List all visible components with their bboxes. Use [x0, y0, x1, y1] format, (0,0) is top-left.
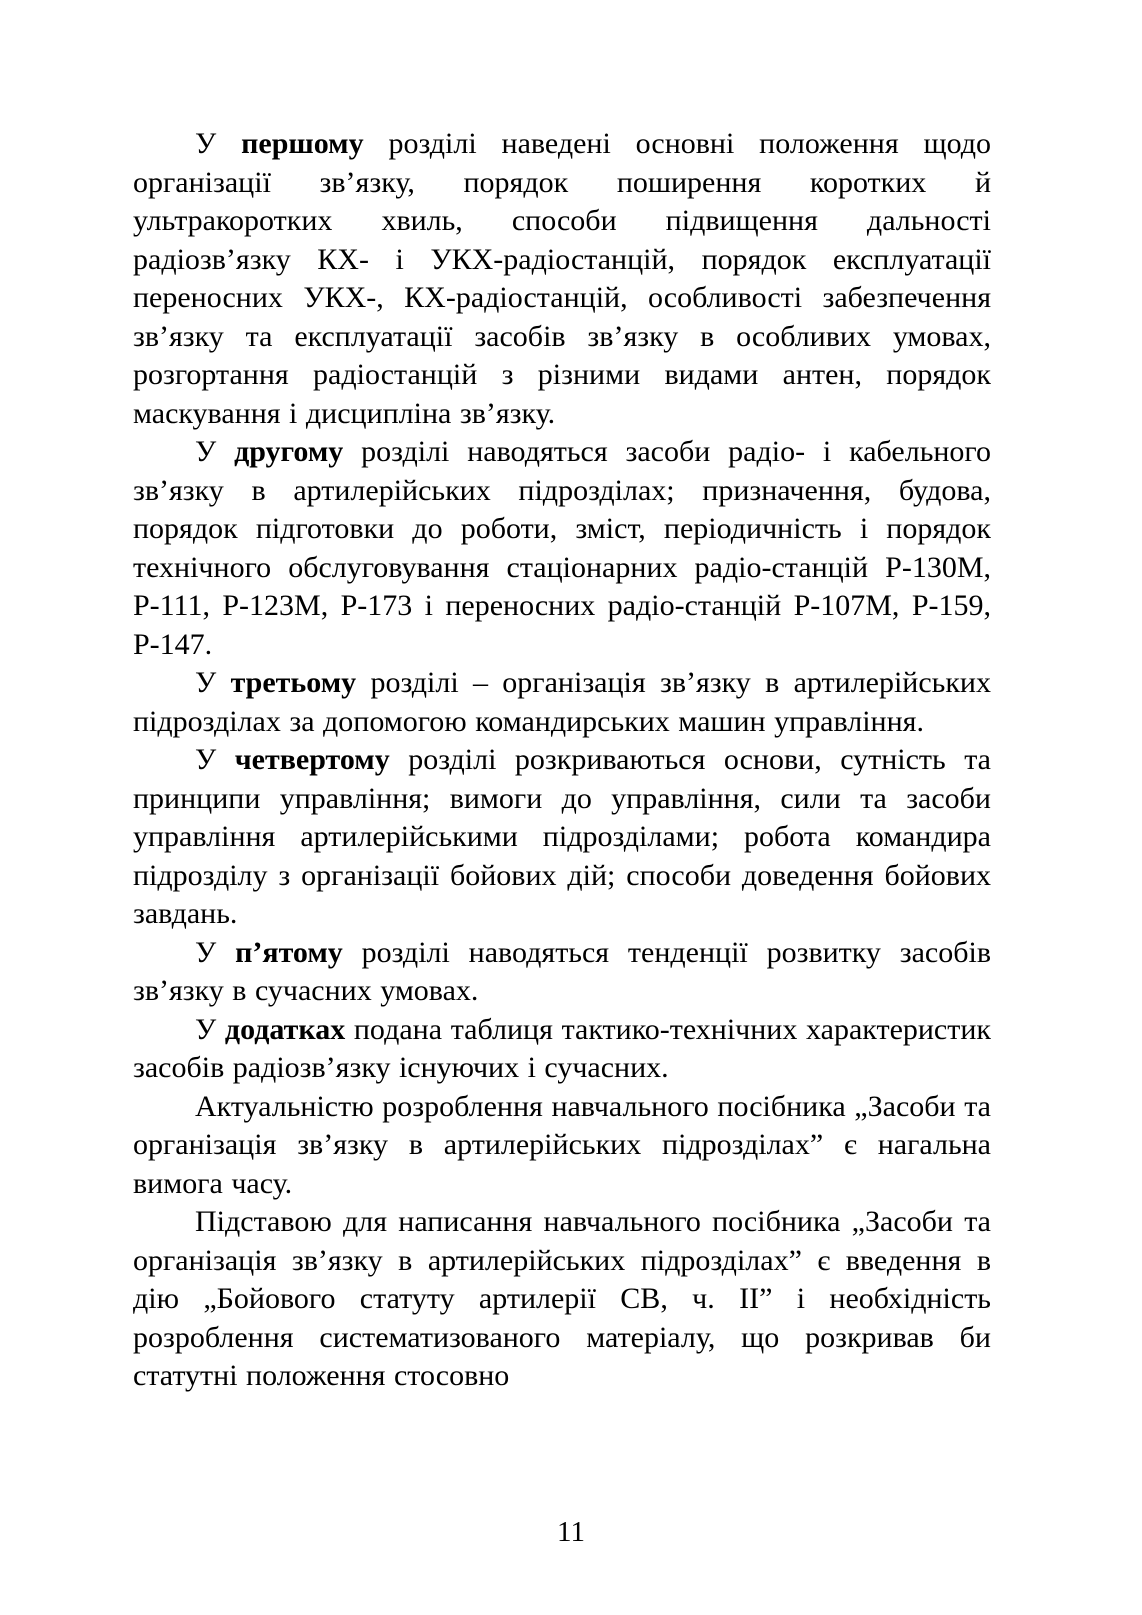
- paragraph-text: У: [195, 743, 235, 776]
- text-block: [133, 125, 991, 1396]
- paragraph-text: У: [195, 435, 235, 468]
- paragraph-text: У: [195, 935, 236, 969]
- bold-chapter-word: третьому: [230, 666, 357, 699]
- paragraph: [133, 664, 991, 741]
- bold-chapter-word: четвертому: [234, 743, 390, 776]
- paragraph: [133, 1011, 991, 1088]
- paragraph: [133, 1088, 991, 1204]
- paragraph: [133, 1203, 991, 1396]
- bold-chapter-word: першому: [241, 127, 364, 160]
- paragraph-text: розділі наводяться засоби радіо- і кабельного зв’язку в артилерійських підрозділах; призначення, будова, порядок підготовки до роботи, зміст, періодичність і порядок технічного обслуговування стаціонарних радіо-станцій Р-130М, Р-111, Р-123М, Р-173 і переносних радіо-станцій Р-107М, Р-159, Р-147.: [133, 435, 991, 661]
- page-number: 11: [557, 1516, 585, 1548]
- bold-chapter-word: додатках: [224, 1012, 346, 1046]
- paragraph-text: У: [195, 127, 242, 160]
- bold-chapter-word: другому: [234, 435, 344, 468]
- paragraph-text: Підставою для написання навчального посібника „Засоби та організація зв’язку в артилерійських підрозділах” є введення в дію „Бойового статуту артилерії СВ, ч. ІІ” і необхідність розроблення систематизованого матеріалу, що розкривав би статутні положення стосовно: [133, 1205, 991, 1392]
- paragraph-text: розділі – організація зв’язку в артилерійських підрозділах за допомогою командирських машин управління.: [133, 666, 991, 738]
- paragraph-text: розділі наводяться тенденції розвитку засобів зв’язку в сучасних умовах.: [133, 935, 991, 1007]
- paragraph: [133, 125, 991, 433]
- bold-chapter-word: п’ятому: [235, 935, 343, 969]
- paragraph-text: У: [195, 1012, 225, 1046]
- paragraph: [133, 741, 991, 934]
- paragraph-text: подана таблиця тактико-технічних характеристик засобів радіозв’язку існуючих і сучасних.: [133, 1012, 991, 1084]
- paragraph: [133, 934, 991, 1011]
- paragraph: [133, 433, 991, 664]
- paragraph-text: Актуальністю розроблення навчального посібника „Засоби та організація зв’язку в артилерійських підрозділах” є нагальна вимога часу.: [133, 1089, 991, 1200]
- paragraph-text: У: [195, 666, 231, 699]
- paragraph-text: розділі розкриваються основи, сутність та принципи управління; вимоги до управління, сили та засоби управління артилерійськими підрозділами; робота командира підрозділу з організації бойових дій; способи доведення бойових завдань.: [133, 743, 991, 930]
- paragraph-text: розділі наведені основні положення щодо організації зв’язку, порядок поширення коротких й ультракоротких хвиль, способи підвищення дальності радіозв’язку КХ- і УКХ-радіостанцій, порядок експлуатації переносних УКХ-, КХ-радіостанцій, особливості забезпечення зв’язку та експлуатації засобів зв’язку в особливих умовах, розгортання радіостанцій з різними видами антен, порядок маскування і дисципліна зв’язку.: [133, 127, 991, 430]
